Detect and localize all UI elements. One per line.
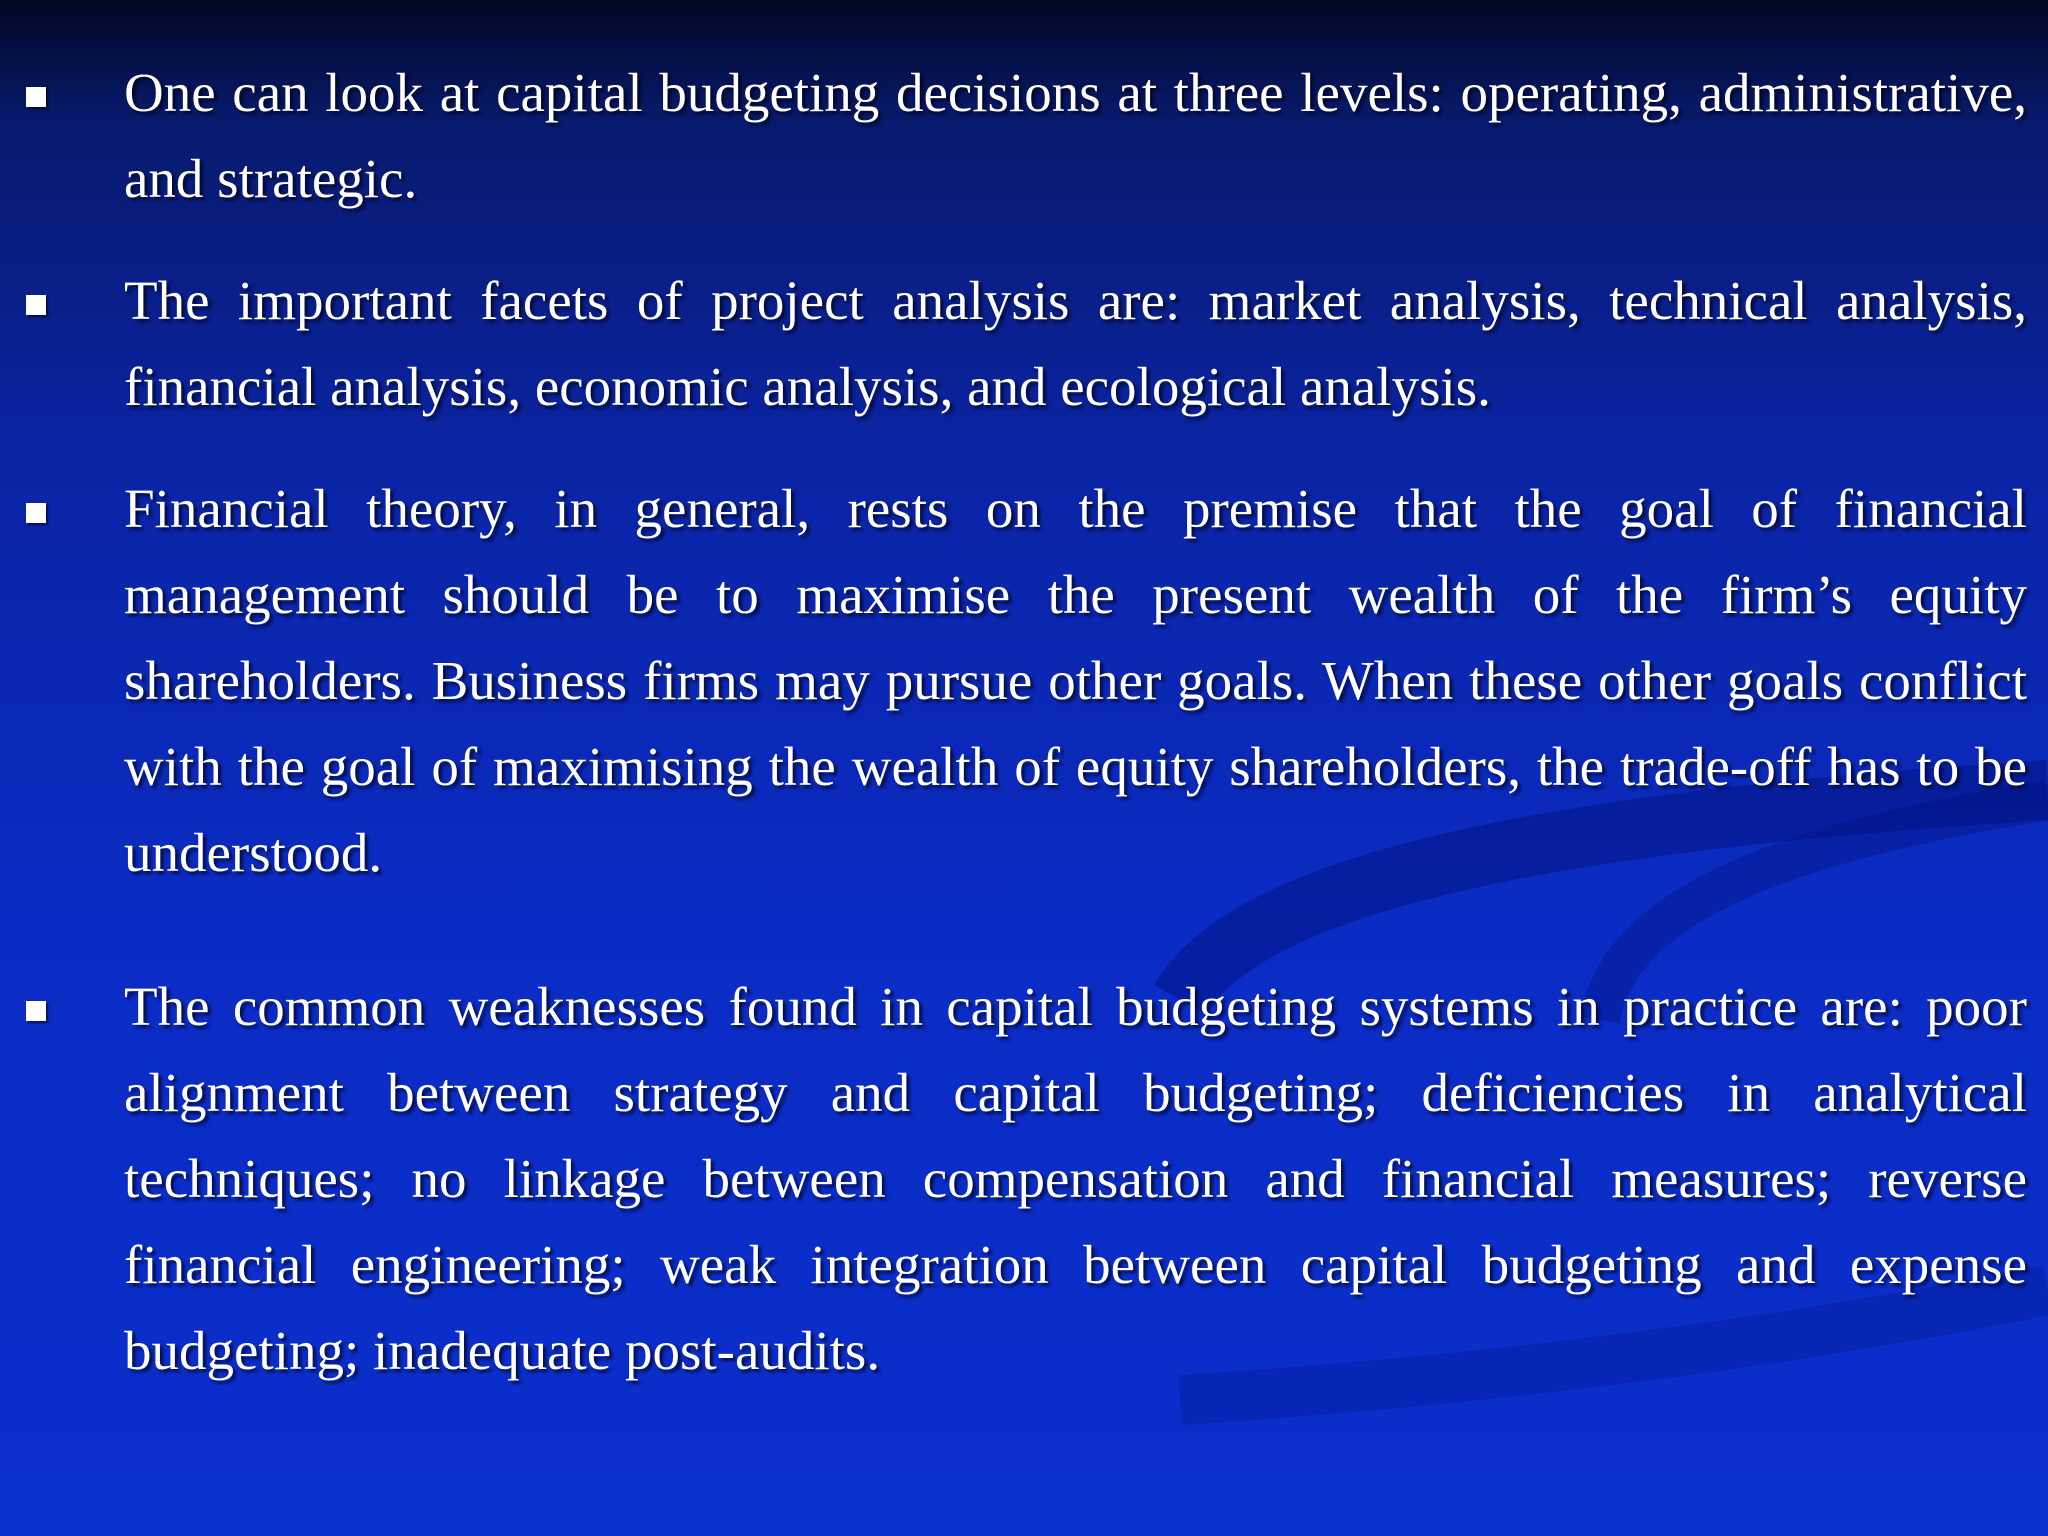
bullet-text: Financial theory, in general, rests on the premise that the goal of financial management should be to maximise the present wealth of the firm’s equity shareholders. Business firms may pursue other goals. When these other goals conflict with the goal of maximising the wealth of equity shareholders, the trade-off has to be understood.	[124, 478, 2027, 883]
bullet-item	[0, 258, 2027, 430]
bullet-list	[0, 50, 2048, 1430]
bullet-item	[0, 964, 2027, 1394]
bullet-item	[0, 50, 2027, 222]
square-bullet-icon	[26, 87, 46, 107]
bullet-text: One can look at capital budgeting decisions at three levels: operating, administrative, and strategic.	[124, 62, 2027, 209]
bullet-text: The common weaknesses found in capital budgeting systems in practice are: poor alignment between strategy and capital budgeting; deficiencies in analytical techniques; no linkage between compensation and financial measures; reverse financial engineering; weak integration between capital budgeting and expense budgeting; inadequate post-audits.	[124, 976, 2027, 1381]
bullet-item	[0, 466, 2027, 896]
bullet-text: The important facets of project analysis are: market analysis, technical analysis, financial analysis, economic analysis, and ecological analysis.	[124, 270, 2027, 417]
square-bullet-icon	[26, 295, 46, 315]
square-bullet-icon	[26, 1001, 46, 1021]
square-bullet-icon	[26, 503, 46, 523]
